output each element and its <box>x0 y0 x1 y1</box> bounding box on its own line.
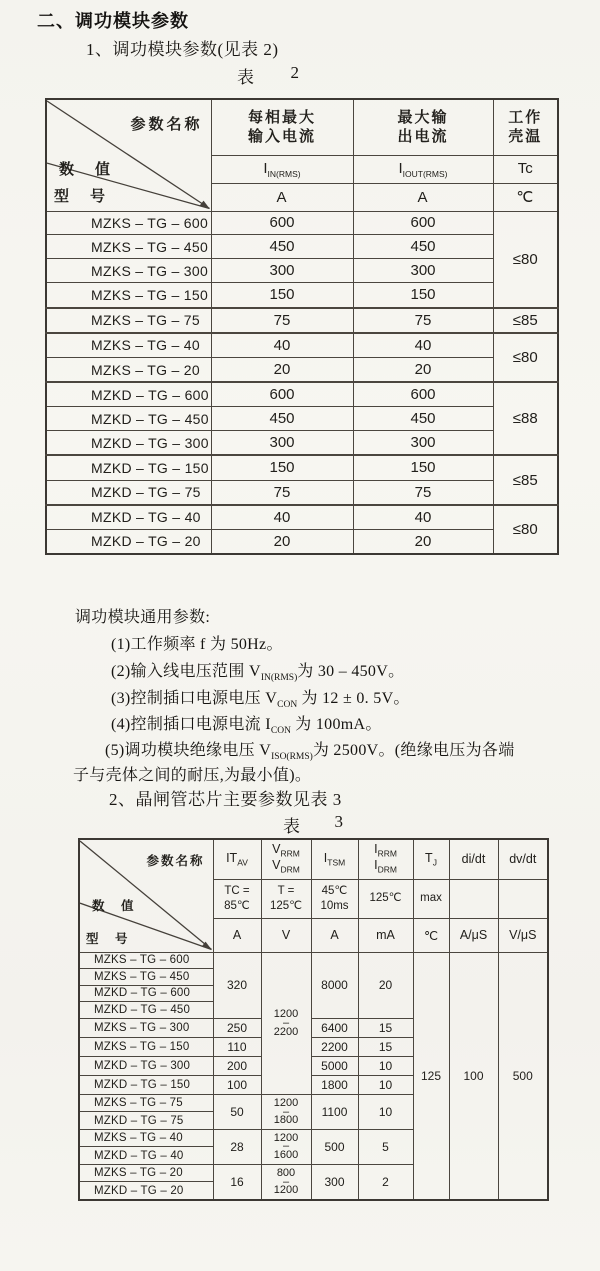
symbol-vrrm: $V_{RRM}$ <box>272 842 300 859</box>
table-row <box>46 357 558 382</box>
symbol-sub: AV <box>237 857 248 868</box>
model-cell: MZKD – TG – 75 <box>46 480 211 505</box>
unit-tj: ℃ <box>413 918 449 952</box>
value-cell: 600 <box>353 382 493 407</box>
model-cell: MZKD – TG – 150 <box>46 455 211 480</box>
value-cell: 600 <box>353 211 493 235</box>
symbol-sub: TSM <box>327 857 346 868</box>
value-cell: 250 <box>213 1018 261 1037</box>
unit-irrm: mA <box>358 918 413 952</box>
condition-dvdt-empty <box>498 879 548 918</box>
unit-itsm: A <box>311 918 358 952</box>
model-cell: MZKD – TG – 20 <box>46 529 211 554</box>
table-row <box>46 283 558 308</box>
model-cell: MZKD – TG – 450 <box>79 1002 213 1019</box>
note-item-5-continuation: 子与壳体之间的耐压,为最小值)。 <box>73 767 312 784</box>
value-cell: 1200 – 1800 <box>261 1095 311 1130</box>
table-row <box>46 235 558 259</box>
symbol-irrm: $I_{RRM}$ <box>374 842 397 859</box>
model-cell: MZKS – TG – 600 <box>79 952 213 969</box>
table3-caption-number: 3 <box>334 812 343 831</box>
model-cell: MZKS – TG – 450 <box>46 235 211 259</box>
table2-caption-number: 2 <box>290 63 299 82</box>
table-row <box>46 455 558 480</box>
table-row <box>46 431 558 456</box>
value-cell: ≤85 <box>493 308 558 333</box>
diag-label-value: 数 值 <box>92 899 136 913</box>
symbol-vdrm: $V_{DRM}$ <box>272 858 300 875</box>
symbol-tc <box>493 155 558 183</box>
symbol-irrm-idrm <box>358 839 413 879</box>
model-cell: MZKS – TG – 150 <box>46 283 211 308</box>
note-item-2: (2)输入线电压范围 $V_{IN(RMS)}$为 30 – 450V。 <box>111 663 405 684</box>
model-cell: MZKS – TG – 40 <box>79 1129 213 1146</box>
symbol-base: Tc <box>517 159 533 177</box>
value-cell: 75 <box>353 480 493 505</box>
condition-v: T = 125℃ <box>261 879 311 918</box>
inline-subscript: CON <box>277 700 298 711</box>
value-cell: 300 <box>353 259 493 283</box>
model-cell: MZKD – TG – 40 <box>46 505 211 530</box>
value-cell: 320 <box>213 952 261 1018</box>
symbol-sub: IN(RMS) <box>267 168 301 179</box>
model-cell: MZKS – TG – 300 <box>79 1018 213 1037</box>
value-cell: 20 <box>353 529 493 554</box>
value-cell: 150 <box>353 455 493 480</box>
value-cell: ≤88 <box>493 382 558 455</box>
value-cell: 450 <box>353 235 493 259</box>
value-cell: 20 <box>358 952 413 1018</box>
value-cell: 8000 <box>311 952 358 1018</box>
model-cell: MZKD – TG – 300 <box>46 431 211 456</box>
value-cell: 28 <box>213 1129 261 1164</box>
value-cell: 15 <box>358 1037 413 1056</box>
value-cell: 15 <box>358 1018 413 1037</box>
module-parameters-table <box>45 98 559 555</box>
col-header-didt: di/dt <box>449 839 498 879</box>
symbol-iin-rms <box>211 155 353 183</box>
note-item-1: (1)工作频率 f 为 50Hz。 <box>111 636 283 653</box>
model-cell: MZKS – TG – 75 <box>79 1095 213 1112</box>
condition-irrm: 125℃ <box>358 879 413 918</box>
table-row <box>79 952 548 969</box>
model-cell: MZKS – TG – 75 <box>46 308 211 333</box>
page-title: 二、调功模块参数 <box>37 11 189 31</box>
value-cell: ≤80 <box>493 333 558 382</box>
thyristor-chip-parameters-table <box>78 838 549 1201</box>
value-cell: 20 <box>211 357 353 382</box>
table-row <box>46 382 558 407</box>
table-row <box>46 259 558 283</box>
value-cell: 300 <box>211 259 353 283</box>
value-cell: 20 <box>211 529 353 554</box>
value-cell: 150 <box>353 283 493 308</box>
table-row <box>46 333 558 358</box>
diagonal-header-cell <box>79 839 213 952</box>
value-cell: 40 <box>353 505 493 530</box>
table2-caption <box>237 63 299 88</box>
condition-tj: max <box>413 879 449 918</box>
value-cell: 300 <box>211 431 353 456</box>
module-parameters-body <box>46 211 558 554</box>
col-header-case-temperature: 工作 壳温 <box>493 99 558 155</box>
value-cell: 1200 – 1600 <box>261 1129 311 1164</box>
model-cell: MZKD – TG – 150 <box>79 1075 213 1094</box>
value-cell: ≤80 <box>493 505 558 554</box>
value-cell: 1800 <box>311 1075 358 1094</box>
model-cell: MZKD – TG – 300 <box>79 1056 213 1075</box>
table3-caption-word: 表 <box>283 817 300 836</box>
unit-didt: A/μS <box>449 918 498 952</box>
value-cell: 1100 <box>311 1095 358 1130</box>
symbol-base: IT <box>226 851 238 865</box>
model-cell: MZKS – TG – 300 <box>46 259 211 283</box>
value-cell: 110 <box>213 1037 261 1056</box>
value-cell: 20 <box>353 357 493 382</box>
symbol-tj <box>413 839 449 879</box>
col-header-max-output-current: 最大输 出电流 <box>353 99 493 155</box>
symbol-base: I <box>323 851 328 865</box>
value-cell: 300 <box>311 1164 358 1200</box>
value-cell: 450 <box>211 235 353 259</box>
model-cell: MZKD – TG – 40 <box>79 1147 213 1164</box>
note-item-3: (3)控制插口电源电压 $V_{CON}$ 为 12 ± 0. 5V。 <box>111 690 410 711</box>
model-cell: MZKS – TG – 600 <box>46 211 211 235</box>
value-cell: ≤85 <box>493 455 558 504</box>
value-cell: 40 <box>353 333 493 358</box>
value-cell: 125 <box>413 952 449 1200</box>
value-cell: 450 <box>211 407 353 431</box>
value-cell: 600 <box>211 382 353 407</box>
value-cell: 10 <box>358 1056 413 1075</box>
model-cell: MZKD – TG – 20 <box>79 1182 213 1200</box>
diag-label-parameter-name: 参数名称 <box>130 116 203 133</box>
notes-title: 调功模块通用参数: <box>75 609 211 626</box>
value-cell: 300 <box>353 431 493 456</box>
value-cell: 40 <box>211 333 353 358</box>
unit-amps-input: A <box>211 183 353 211</box>
model-cell: MZKD – TG – 450 <box>46 407 211 431</box>
table-row <box>46 529 558 554</box>
diagonal-header-cell <box>46 99 211 211</box>
thyristor-parameters-body <box>79 952 548 1200</box>
model-cell: MZKS – TG – 40 <box>46 333 211 358</box>
symbol-base: T <box>425 851 433 865</box>
diag-label-model: 型 号 <box>54 187 109 205</box>
value-cell: 500 <box>311 1129 358 1164</box>
value-cell: ≤80 <box>493 211 558 308</box>
unit-itav: A <box>213 918 261 952</box>
symbol-idrm: $I_{DRM}$ <box>374 858 397 875</box>
symbol-base: I <box>398 159 403 177</box>
col-header-max-input-current: 每相最大 输入电流 <box>211 99 353 155</box>
table-row <box>46 505 558 530</box>
value-cell: 450 <box>353 407 493 431</box>
value-cell: 150 <box>211 455 353 480</box>
model-cell: MZKD – TG – 75 <box>79 1112 213 1129</box>
model-cell: MZKS – TG – 450 <box>79 969 213 986</box>
value-cell: 500 <box>498 952 548 1200</box>
table2-caption-word: 表 <box>237 68 254 87</box>
unit-amps-output: A <box>353 183 493 211</box>
note-item-4: (4)控制插口电源电流 $I_{CON}$ 为 100mA。 <box>111 716 382 737</box>
symbol-sub: IOUT(RMS) <box>402 168 448 179</box>
table-row <box>46 407 558 431</box>
value-cell: 10 <box>358 1075 413 1094</box>
diag-label-value: 数 值 <box>59 161 114 178</box>
value-cell: 10 <box>358 1095 413 1130</box>
condition-itsm: 45℃ 10ms <box>311 879 358 918</box>
value-cell: 40 <box>211 505 353 530</box>
model-cell: MZKD – TG – 600 <box>79 985 213 1002</box>
condition-itav: TC = 85℃ <box>213 879 261 918</box>
symbol-sub: J <box>432 857 437 868</box>
symbol-vrrm-vdrm <box>261 839 311 879</box>
diag-label-parameter-name: 参数名称 <box>146 854 205 868</box>
value-cell: 75 <box>353 308 493 333</box>
subsection-title-2: 2、晶闸管芯片主要参数见表 3 <box>109 790 342 809</box>
subsection-title-1: 1、调功模块参数(见表 2) <box>86 40 279 59</box>
value-cell: 75 <box>211 480 353 505</box>
value-cell: 100 <box>213 1075 261 1094</box>
value-cell: 1200 – 2200 <box>261 952 311 1095</box>
model-cell: MZKS – TG – 20 <box>46 357 211 382</box>
symbol-itsm <box>311 839 358 879</box>
value-cell: 200 <box>213 1056 261 1075</box>
value-cell: 100 <box>449 952 498 1200</box>
unit-dvdt: V/μS <box>498 918 548 952</box>
symbol-itav <box>213 839 261 879</box>
value-cell: 2 <box>358 1164 413 1200</box>
note-item-5: (5)调功模块绝缘电压 $V_{ISO(RMS)}$为 2500V。(绝缘电压为各端 <box>105 742 515 763</box>
model-cell: MZKS – TG – 20 <box>79 1164 213 1181</box>
unit-v: V <box>261 918 311 952</box>
condition-didt-empty <box>449 879 498 918</box>
symbol-iout-rms <box>353 155 493 183</box>
model-cell: MZKD – TG – 600 <box>46 382 211 407</box>
value-cell: 5000 <box>311 1056 358 1075</box>
inline-subscript: ISO(RMS) <box>271 752 313 763</box>
model-cell: MZKS – TG – 150 <box>79 1037 213 1056</box>
value-cell: 800 – 1200 <box>261 1164 311 1200</box>
symbol-base: I <box>263 159 268 177</box>
table-row <box>46 480 558 505</box>
inline-subscript: CON <box>270 726 291 737</box>
col-header-dvdt: dv/dt <box>498 839 548 879</box>
value-cell: 600 <box>211 211 353 235</box>
table-row <box>46 211 558 235</box>
table3-caption <box>283 812 343 837</box>
value-cell: 2200 <box>311 1037 358 1056</box>
inline-subscript: IN(RMS) <box>260 673 298 684</box>
diag-label-model: 型 号 <box>86 931 130 946</box>
value-cell: 16 <box>213 1164 261 1200</box>
table-row <box>46 308 558 333</box>
value-cell: 75 <box>211 308 353 333</box>
value-cell: 50 <box>213 1095 261 1130</box>
unit-celsius: ℃ <box>493 183 558 211</box>
value-cell: 6400 <box>311 1018 358 1037</box>
value-cell: 5 <box>358 1129 413 1164</box>
value-cell: 150 <box>211 283 353 308</box>
